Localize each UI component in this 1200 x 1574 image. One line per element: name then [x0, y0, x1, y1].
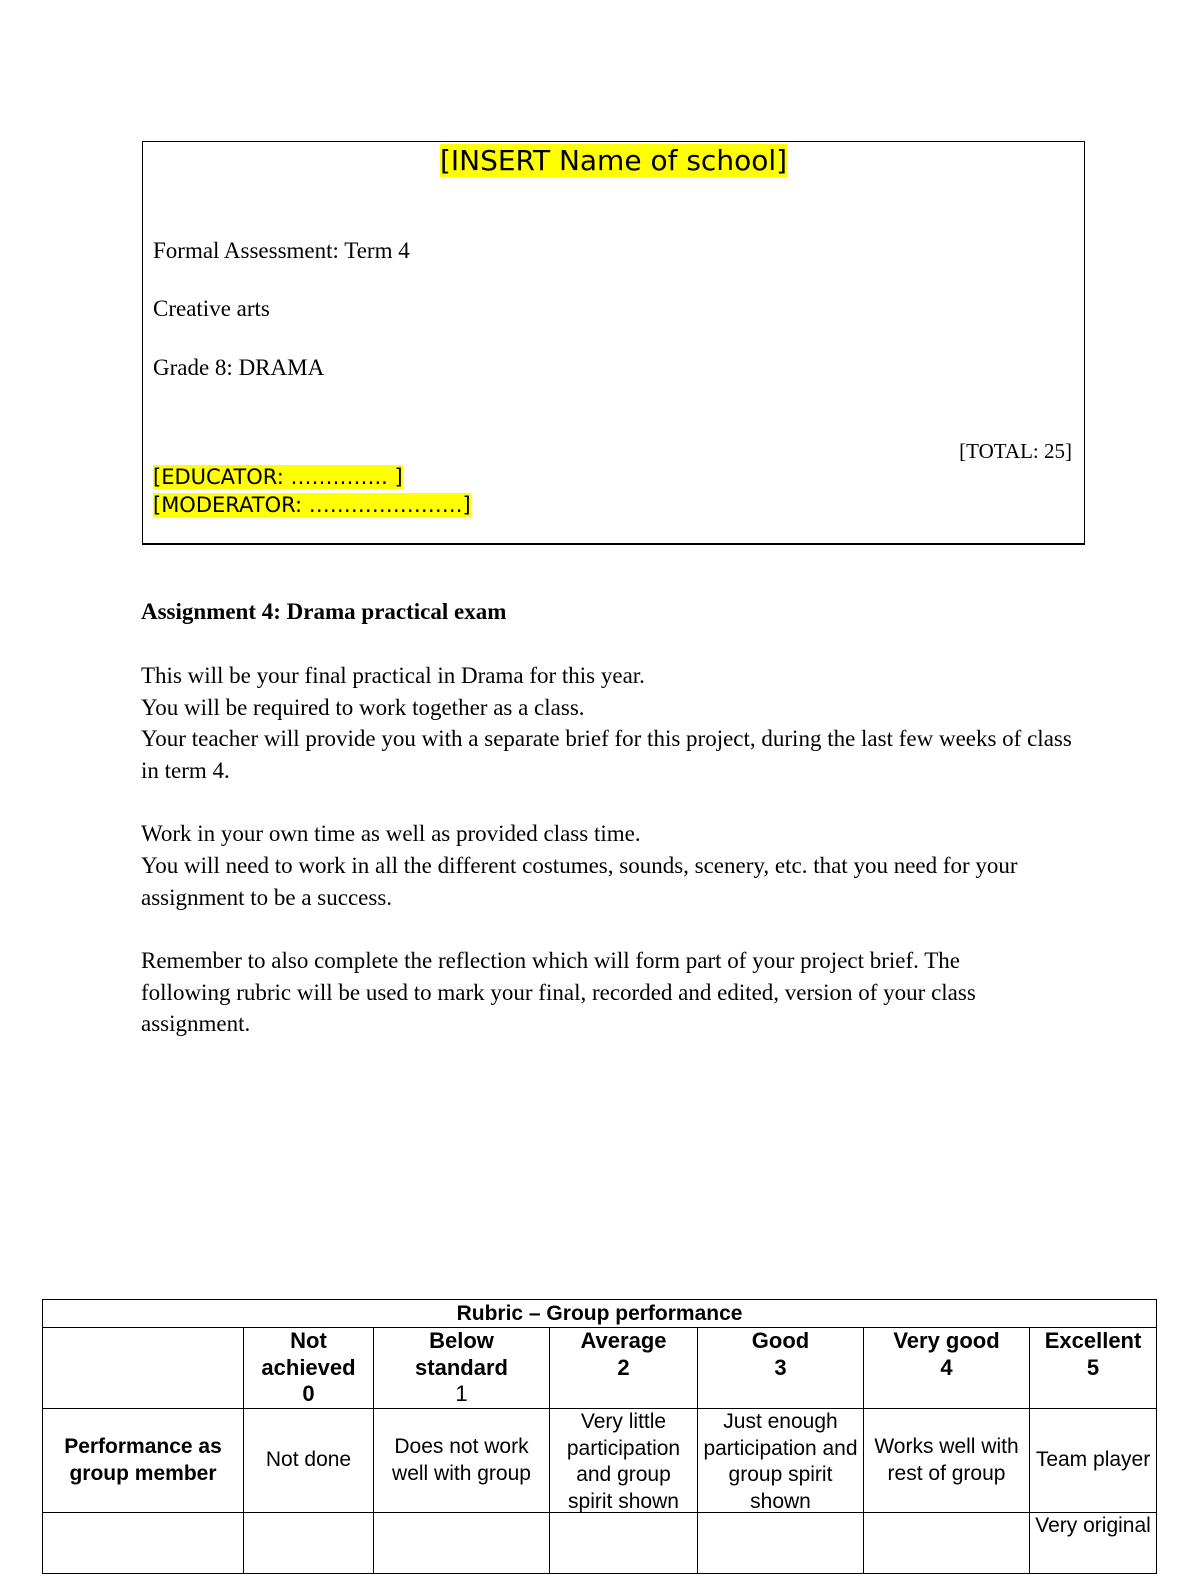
assessment-line: Formal Assessment: Term 4	[153, 238, 410, 263]
paragraph-1: This will be your final practical in Drama for this year.	[141, 663, 645, 688]
level-header-1	[374, 1328, 550, 1409]
level-score: 3	[774, 1354, 787, 1380]
level-header-5	[1030, 1328, 1157, 1409]
grade-line: Grade 8: DRAMA	[153, 355, 325, 380]
subject-line: Creative arts	[153, 296, 270, 321]
moderator-line	[153, 492, 471, 518]
descriptor-cell: Not done	[244, 1409, 374, 1513]
educator-field: [EDUCATOR: ………….. ]	[153, 465, 403, 489]
criterion-cell	[43, 1513, 244, 1574]
level-name: Below standard	[415, 1328, 508, 1380]
descriptor-cell	[698, 1513, 864, 1574]
level-name: Excellent	[1044, 1328, 1142, 1353]
descriptor-cell	[244, 1513, 374, 1574]
level-header-3	[698, 1328, 864, 1409]
descriptor-text: Just enough participation and group spirit shown	[703, 1410, 858, 1512]
descriptor-cell	[374, 1513, 550, 1574]
header-blank-cell	[43, 1328, 244, 1409]
header-box	[142, 141, 1085, 545]
level-score: 0	[302, 1381, 315, 1406]
descriptor-text: Very little participation and group spirit shown	[566, 1410, 681, 1512]
descriptor-cell	[864, 1513, 1030, 1574]
descriptor-cell: Team player	[1030, 1409, 1157, 1513]
paragraph-6: Remember to also complete the reflection which will form part of your project brief. The following rubric will be used to mark your final, recorded and edited, version of your class assignment.	[141, 948, 976, 1037]
descriptor-cell	[550, 1409, 698, 1513]
rubric-table	[42, 1299, 1157, 1574]
level-name: Not achieved	[261, 1328, 356, 1380]
descriptor-cell: Works well with rest of group	[864, 1409, 1030, 1513]
level-score: 1	[455, 1381, 468, 1406]
level-name: Average	[580, 1328, 667, 1353]
total-marks: [TOTAL: 25]	[959, 439, 1072, 463]
descriptor-cell	[698, 1409, 864, 1513]
paragraph-5: You will need to work in all the different costumes, sounds, scenery, etc. that you need for your assignment to be a success.	[141, 853, 1018, 910]
descriptor-cell: Does not work well with group	[374, 1409, 550, 1513]
paragraph-2: You will be required to work together as a class.	[141, 695, 585, 720]
moderator-field: [MODERATOR: ………………….]	[153, 493, 471, 517]
level-header-4	[864, 1328, 1030, 1409]
level-header-0	[244, 1328, 374, 1409]
descriptor-cell	[550, 1513, 698, 1574]
paragraph-4: Work in your own time as well as provided class time.	[141, 821, 641, 846]
descriptor-cell: Very original	[1030, 1513, 1157, 1574]
level-score: 2	[617, 1354, 630, 1380]
educator-line	[153, 464, 403, 490]
level-score: 4	[940, 1354, 953, 1380]
school-name-line	[143, 144, 1084, 178]
level-name: Good	[751, 1328, 810, 1353]
level-header-2	[550, 1328, 698, 1409]
criterion-cell: Performance as group member	[43, 1409, 244, 1513]
level-name: Very good	[893, 1328, 1000, 1353]
school-name: [INSERT Name of school]	[439, 144, 788, 177]
level-score: 5	[1086, 1354, 1100, 1380]
paragraph-3: Your teacher will provide you with a separate brief for this project, during the last few weeks of class in term 4.	[141, 726, 1072, 783]
assignment-title: Assignment 4: Drama practical exam	[141, 599, 507, 624]
rubric-title: Rubric – Group performance	[43, 1300, 1157, 1328]
